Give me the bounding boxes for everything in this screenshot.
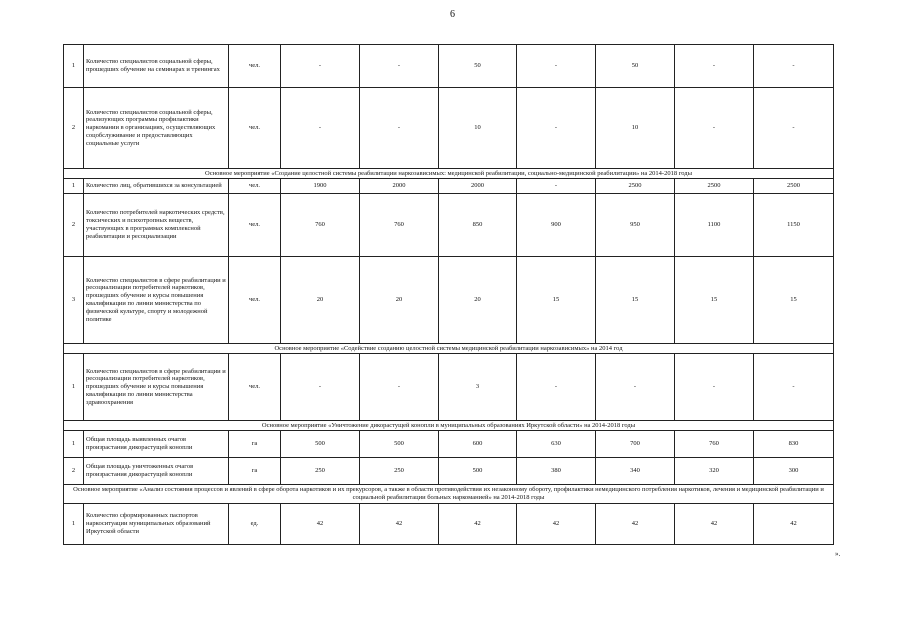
indicator-description: Количество сформированных паспортов наркоситуации муниципальных образований Иркутской области (84, 504, 229, 545)
row-number: 1 (64, 45, 84, 88)
row-number: 1 (64, 354, 84, 421)
row-number: 1 (64, 504, 84, 545)
indicator-description: Общая площадь выявленных очагов произрастания дикорастущей конопли (84, 431, 229, 458)
indicator-row (64, 431, 834, 458)
section-header-row (64, 169, 834, 179)
value-cell: 950 (596, 194, 675, 257)
value-cell: 630 (517, 431, 596, 458)
section-title: Основное мероприятие «Анализ состояния процессов и явлений в сфере оборота наркотиков и их прекурсоров, а также в области противодействия их незаконному обороту, профилактики немедицинского потребления наркотиков, лечения и медицинской реабилитации и социальной реабилитации больных наркоманией» на 2014-2018 годы (64, 485, 834, 504)
value-cell: 20 (281, 257, 360, 344)
section-header-row (64, 485, 834, 504)
indicator-description: Количество специалистов социальной сферы, прошедших обучение на семинарах и тренингах (84, 45, 229, 88)
unit-cell: га (229, 458, 281, 485)
section-title: Основное мероприятие «Содействие созданию целостной системы медицинской реабилитации наркозависимых» на 2014 год (64, 344, 834, 354)
indicator-description: Общая площадь уничтоженных очагов произрастания дикорастущей конопли (84, 458, 229, 485)
value-cell: 600 (439, 431, 517, 458)
value-cell: 42 (281, 504, 360, 545)
indicator-row (64, 194, 834, 257)
value-cell: 300 (754, 458, 834, 485)
value-cell: - (754, 354, 834, 421)
value-cell: 10 (439, 88, 517, 169)
value-cell: 50 (596, 45, 675, 88)
value-cell: 20 (439, 257, 517, 344)
indicator-row (64, 179, 834, 194)
value-cell: 15 (517, 257, 596, 344)
value-cell: 760 (675, 431, 754, 458)
unit-cell: ед. (229, 504, 281, 545)
value-cell: - (675, 45, 754, 88)
value-cell: 500 (281, 431, 360, 458)
row-number: 1 (64, 179, 84, 194)
value-cell: - (517, 45, 596, 88)
indicator-description: Количество лиц, обратившихся за консультацией (84, 179, 229, 194)
value-cell: 700 (596, 431, 675, 458)
value-cell: 1150 (754, 194, 834, 257)
value-cell: 20 (360, 257, 439, 344)
value-cell: 830 (754, 431, 834, 458)
value-cell: 50 (439, 45, 517, 88)
section-title: Основное мероприятие «Уничтожение дикорастущей конопли в муниципальных образованиях Иркутской области» на 2014-2018 годы (64, 421, 834, 431)
value-cell: - (754, 88, 834, 169)
indicator-description: Количество потребителей наркотических средств, токсических и психотропных веществ, участвующих в программах комплексной реабилитации и ресоциализации (84, 194, 229, 257)
indicator-description: Количество специалистов в сфере реабилитации и ресоциализации потребителей наркотиков, прошедших обучение и курсы повышения квалификации по линии министерства здравоохранения (84, 354, 229, 421)
unit-cell: чел. (229, 179, 281, 194)
value-cell: 42 (439, 504, 517, 545)
section-header-row (64, 344, 834, 354)
value-cell: - (754, 45, 834, 88)
closing-quote-mark: ». (835, 550, 841, 558)
indicator-description: Количество специалистов социальной сферы, реализующих программы профилактики наркомании в организациях, осуществляющих соцобслуживание и предоставляющих социальные услуги (84, 88, 229, 169)
value-cell: 380 (517, 458, 596, 485)
value-cell: - (675, 88, 754, 169)
unit-cell: чел. (229, 354, 281, 421)
value-cell: 340 (596, 458, 675, 485)
value-cell: 250 (360, 458, 439, 485)
unit-cell: чел. (229, 45, 281, 88)
value-cell: 15 (754, 257, 834, 344)
row-number: 2 (64, 88, 84, 169)
value-cell: - (675, 354, 754, 421)
indicator-row (64, 257, 834, 344)
value-cell: 2500 (675, 179, 754, 194)
value-cell: 2500 (754, 179, 834, 194)
value-cell: 15 (596, 257, 675, 344)
section-title: Основное мероприятие «Создание целостной системы реабилитации наркозависимых: медицинской реабилитации, социально-медицинской реабилитации» на 2014-2018 годы (64, 169, 834, 179)
value-cell: 42 (596, 504, 675, 545)
value-cell: 320 (675, 458, 754, 485)
indicator-description: Количество специалистов в сфере реабилитации и ресоциализации потребителей наркотиков, прошедших обучение и курсы повышения квалификации по линии министерства по физической культуре, спорту и молодежной политике (84, 257, 229, 344)
value-cell: 42 (517, 504, 596, 545)
value-cell: 10 (596, 88, 675, 169)
value-cell: - (281, 45, 360, 88)
section-header-row (64, 421, 834, 431)
value-cell: - (281, 88, 360, 169)
unit-cell: чел. (229, 257, 281, 344)
value-cell: - (596, 354, 675, 421)
value-cell: 2000 (439, 179, 517, 194)
value-cell: 42 (360, 504, 439, 545)
value-cell: 500 (439, 458, 517, 485)
value-cell: 2500 (596, 179, 675, 194)
unit-cell: га (229, 431, 281, 458)
indicators-table (63, 44, 834, 545)
unit-cell: чел. (229, 194, 281, 257)
value-cell: - (281, 354, 360, 421)
value-cell: 900 (517, 194, 596, 257)
row-number: 2 (64, 458, 84, 485)
indicator-row (64, 504, 834, 545)
row-number: 2 (64, 194, 84, 257)
value-cell: - (517, 179, 596, 194)
indicator-row (64, 354, 834, 421)
value-cell: 500 (360, 431, 439, 458)
indicator-row (64, 88, 834, 169)
value-cell: - (517, 354, 596, 421)
value-cell: 760 (360, 194, 439, 257)
value-cell: 15 (675, 257, 754, 344)
value-cell: - (517, 88, 596, 169)
value-cell: 3 (439, 354, 517, 421)
value-cell: 850 (439, 194, 517, 257)
row-number: 1 (64, 431, 84, 458)
value-cell: - (360, 45, 439, 88)
value-cell: 42 (754, 504, 834, 545)
value-cell: 250 (281, 458, 360, 485)
value-cell: 42 (675, 504, 754, 545)
value-cell: - (360, 88, 439, 169)
indicator-row (64, 458, 834, 485)
value-cell: 760 (281, 194, 360, 257)
value-cell: 2000 (360, 179, 439, 194)
page-number: 6 (450, 9, 455, 20)
value-cell: 1100 (675, 194, 754, 257)
row-number: 3 (64, 257, 84, 344)
indicator-row (64, 45, 834, 88)
unit-cell: чел. (229, 88, 281, 169)
value-cell: 1900 (281, 179, 360, 194)
value-cell: - (360, 354, 439, 421)
